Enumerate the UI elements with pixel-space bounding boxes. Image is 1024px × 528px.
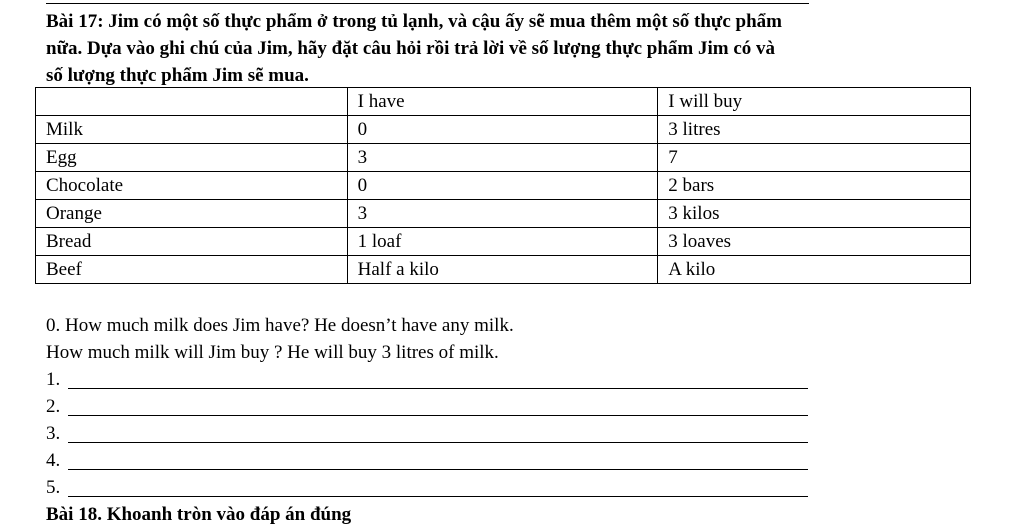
table-cell-item: Orange <box>36 200 348 228</box>
table-cell-buy: 3 loaves <box>658 228 971 256</box>
answer-line-5[interactable] <box>46 474 816 501</box>
answer-blank[interactable] <box>68 415 808 416</box>
table-header-cell <box>36 88 348 116</box>
answer-line-1[interactable] <box>46 366 816 393</box>
table-row <box>36 200 971 228</box>
answer-blank[interactable] <box>68 496 808 497</box>
answer-line-2[interactable] <box>46 393 816 420</box>
table-cell-buy: 3 litres <box>658 116 971 144</box>
example-line-1: 0. How much milk does Jim have? He doesn’t have any milk. <box>46 315 514 336</box>
table-cell-have: Half a kilo <box>347 256 658 284</box>
answer-number: 4. <box>46 450 61 471</box>
heading-line-3: số lượng thực phẩm Jim sẽ mua. <box>46 65 309 86</box>
example-line-2: How much milk will Jim buy ? He will buy 3 litres of milk. <box>46 342 499 363</box>
table-cell-have: 3 <box>347 144 658 172</box>
answer-number: 3. <box>46 423 61 444</box>
table-row <box>36 172 971 200</box>
table-cell-buy: 7 <box>658 144 971 172</box>
answer-line-3[interactable] <box>46 420 816 447</box>
answer-blank[interactable] <box>68 469 808 470</box>
heading-line-2: nữa. Dựa vào ghi chú của Jim, hãy đặt câu hỏi rồi trả lời về số lượng thực phẩm Jim có và <box>46 38 776 59</box>
table-header-row <box>36 88 971 116</box>
table-cell-item: Chocolate <box>36 172 348 200</box>
table-row <box>36 116 971 144</box>
table-cell-item: Bread <box>36 228 348 256</box>
answer-blank[interactable] <box>68 442 808 443</box>
answer-line-4[interactable] <box>46 447 816 474</box>
top-divider <box>46 3 809 4</box>
table-row <box>36 228 971 256</box>
table-cell-item: Egg <box>36 144 348 172</box>
table-cell-have: 0 <box>347 116 658 144</box>
exercise-18-heading: Bài 18. Khoanh tròn vào đáp án đúng <box>46 504 352 525</box>
table-cell-item: Beef <box>36 256 348 284</box>
answer-blank[interactable] <box>68 388 808 389</box>
heading-line-1: Bài 17: Jim có một số thực phẩm ở trong tủ lạnh, và cậu ấy sẽ mua thêm một số thực phẩm <box>46 11 782 32</box>
exercise-17-heading <box>46 8 1006 89</box>
table-header-cell: I will buy <box>658 88 971 116</box>
food-table <box>35 87 971 284</box>
table-cell-buy: 2 bars <box>658 172 971 200</box>
table-cell-have: 3 <box>347 200 658 228</box>
table-cell-item: Milk <box>36 116 348 144</box>
table-cell-buy: 3 kilos <box>658 200 971 228</box>
table-cell-have: 1 loaf <box>347 228 658 256</box>
answer-number: 5. <box>46 477 61 498</box>
answer-number: 2. <box>46 396 61 417</box>
table-cell-buy: A kilo <box>658 256 971 284</box>
table-row <box>36 144 971 172</box>
table-cell-have: 0 <box>347 172 658 200</box>
answer-number: 1. <box>46 369 61 390</box>
table-header-cell: I have <box>347 88 658 116</box>
table-row <box>36 256 971 284</box>
